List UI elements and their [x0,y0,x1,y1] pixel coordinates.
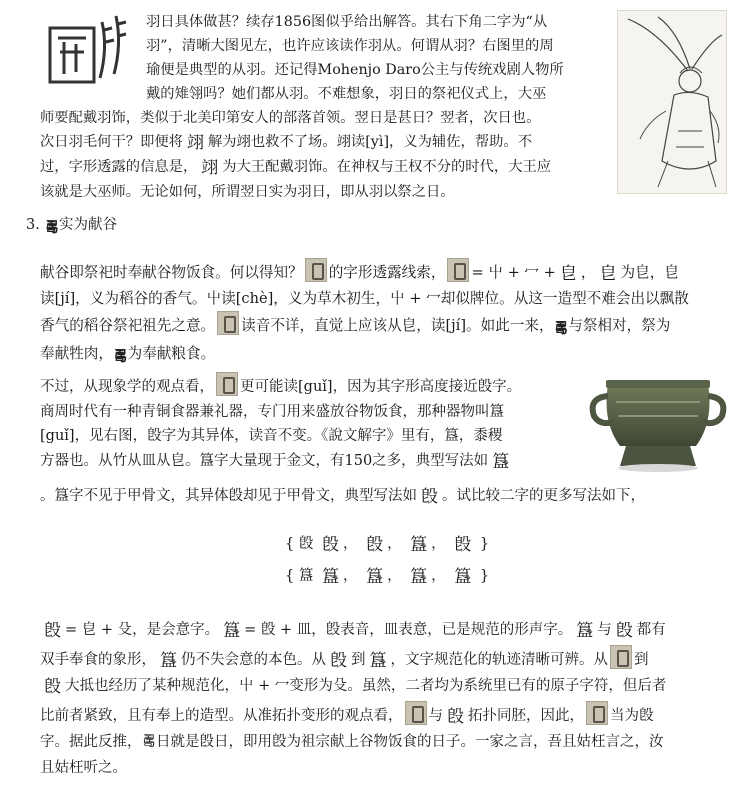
section-number: 3. [26,217,40,233]
variant-row-gui-yi: { 𣪘 𣪘 ， 𣪘 ， 簋 ， 𣪘 } [285,530,489,555]
text-line: [guǐ]，见右图，𣪘字为其异体，读音不变。《說文解字》里有，簋，黍稷 [40,428,503,444]
text-line: 𣪘 = 皀 + 殳，是会意字。 簋 = 𣪘 + 皿，𣪘表音，皿表意，已是规范的形声字。 簋 与 𣪘 都有 [40,618,730,645]
oracle-glyph-icon: 翊 [201,158,219,178]
section-glyph: 𠷎 [44,219,59,236]
text-line: 羽日具体做甚？续存1856图似乎给出解答。其右下角二字为“从 [146,14,548,30]
text-line: 方器也。从竹从皿从皀。簋字大量现于金文，有150之多，典型写法如 簋 [40,449,590,475]
bronze-gui-vessel-image [586,372,730,474]
rubbing-glyph-icon [447,258,469,282]
oracle-glyph-icon: 簋 [160,650,177,671]
oracle-glyph-icon: 簋 [576,621,594,641]
paragraph-xian-gu [40,258,730,369]
rubbing-glyph-icon [610,645,632,669]
oracle-glyph-icon: 𠷎 [112,347,128,365]
oracle-glyph-icon: 簋 [366,567,384,587]
oracle-glyph-icon: 𣪘 [615,621,633,641]
text-line: 该就是大巫师。无论如何，所谓翌日实为羽日，即从羽以祭之日。 [40,184,455,200]
oracle-glyph-icon: 簋 [492,451,510,472]
oracle-glyph-icon: 𣪘 [44,621,61,641]
oracle-glyph-icon: 𣪘 [454,535,472,555]
paragraph-gui-cont: 。簋字不见于甲骨文，其异体𣪘却见于甲骨文，典型写法如 𣪘 。试比较二字的更多写法如下， [40,487,645,507]
text-line: 不过，从现象学的观点看， 更可能读[guǐ]，因为其字形高度接近𣪘字。 [40,372,590,400]
oracle-glyph-icon: 皀 [599,264,617,284]
oracle-glyph-icon: 皀 [559,264,577,284]
oracle-glyph-icon: 翊 [186,133,204,153]
text-line: 师要配戴羽饰，类似于北美印第安人的部落首领。翌日是甚日？翌者，次日也。 [40,110,541,126]
oracle-glyph-icon: 簋 [223,621,241,641]
rubbing-glyph-icon [305,258,327,282]
variant-row-gui: { 簋 簋 ， 簋 ， 簋 ， 簋 } [285,562,489,587]
text-line: 比前者紧致，且有奉上的造型。从准拓扑变形的观点看， 与 𣪘 拓扑同胚，因此， 当为𣪘 [40,701,730,731]
text-line: 𣪘 大抵也经历了某种规范化，屮 + 冖变形为殳。虽然，二者均为系统里已有的原子字符，但后者 [40,674,730,701]
paragraph-yu-ri [40,10,600,204]
oracle-glyph-icon: 𣪘 [447,706,464,727]
text-line: 瑜便是典型的从羽。还记得Mohenjo Daro公主与传统戏剧人物所 [146,62,564,78]
oracle-glyph-icon: 𣪘 [321,535,339,555]
oracle-glyph-icon: 簋 [454,567,472,587]
paragraph-analysis [40,618,730,781]
oracle-glyph-icon: 簋 [369,650,387,671]
text-line: 且姑枉听之。 [40,759,127,776]
section-title: 实为献谷 [58,217,117,233]
text-line: 献谷即祭祀时奉献谷物饭食。何以得知？ 的字形透露线索， = 屮 + 冖 + 皀 ， 皀 为皀，皀 [40,258,730,287]
oracle-glyph-icon: 𣪘 [44,677,61,697]
oracle-glyph-icon: 簋 [410,567,428,587]
text-line: 过，字形透露的信息是， 翊 为大王配戴羽饰。在神权与王权不分的时代，大王应 [40,158,552,178]
oracle-glyph-icon: 𠷎 [553,320,569,337]
oracle-glyph-icon: 簋 [321,567,339,587]
text-line: 次日羽毛何干？即便将 翊 解为翊也救不了场。翊读[yì]，义为辅佐，帮助。不 [40,133,533,153]
text-line: 商周时代有一种青铜食器兼礼器，专门用来盛放谷物饭食，那种器物叫簋 [40,403,504,420]
oracle-glyph-icon: 𣪘 [366,535,384,555]
section-heading [26,213,117,236]
text-line: 双手奉食的象形， 簋 仍不失会意的本色。从 𣪘 到 簋 ，文字规范化的轨迹清晰可辨。从 到 [40,645,730,675]
text-line: 读[jí]，义为稻谷的香气。屮读[chè]，义为草木初生，屮 + 冖却似牌位。从这一造型不难会出以飘散 [40,289,689,307]
text-line: 戴的雉翎吗？她们都从羽。不难想象，羽日的祭祀仪式上，大巫 [146,86,547,102]
rubbing-glyph-icon [586,701,608,725]
paragraph-gui [40,372,590,474]
rubbing-glyph-icon [216,372,238,396]
rubbing-glyph-icon [405,701,427,725]
text-line: 字。据此反推，𠷎日就是𣪘日，即用𣪘为祖宗献上谷物饭食的日子。一家之言，吾且姑枉言之，汝 [40,734,664,750]
oracle-glyph-icon: 簋 [410,535,428,555]
rubbing-glyph-icon [217,311,239,335]
oracle-glyph-icon: 𣪘 [330,650,347,671]
text-line: 香气的稻谷祭祀祖先之意。 读音不详，直觉上应该从皀，读[jí]。如此一来，𠷎与祭相对，祭为 [40,311,730,342]
text-line: 奉献牲肉，𠷎为奉献粮食。 [40,342,730,370]
oracle-glyph-icon: 𣪘 [421,487,438,507]
text-line: 羽”，清晰大图见左，也许应该读作羽从。何谓从羽？右图里的周 [146,38,554,54]
zhou-yu-illustration [617,10,727,194]
